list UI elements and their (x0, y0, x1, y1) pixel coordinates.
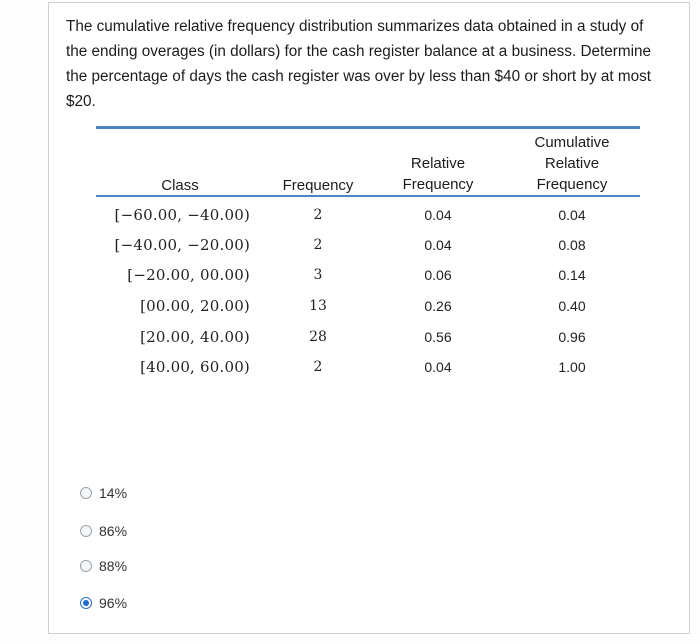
relative-frequency-cell: 0.56 (424, 329, 452, 345)
cumulative-frequency-cell: 0.08 (558, 237, 586, 253)
table-top-rule (96, 126, 640, 129)
frequency-cell: 28 (309, 329, 327, 345)
table-row (0, 260, 700, 290)
header-relative-line2: Frequency (402, 176, 474, 193)
cumulative-frequency-cell: 0.40 (558, 298, 586, 314)
header-cumulative-line1: Cumulative (534, 134, 610, 151)
option-label: 86% (99, 523, 128, 539)
relative-frequency-cell: 0.04 (424, 207, 452, 223)
frequency-cell: 3 (313, 267, 323, 283)
radio-button-icon[interactable] (80, 487, 92, 499)
cumulative-frequency-cell: 0.14 (558, 267, 586, 283)
relative-frequency-cell: 0.26 (424, 298, 452, 314)
frequency-cell: 13 (309, 298, 327, 314)
header-relative-line1: Relative (410, 155, 466, 172)
option-label: 88% (99, 558, 128, 574)
frequency-cell: 2 (313, 359, 323, 375)
option-label: 96% (99, 595, 128, 611)
table-row (0, 200, 700, 230)
table-row (0, 291, 700, 321)
cumulative-frequency-cell: 0.96 (558, 329, 586, 345)
relative-frequency-cell: 0.04 (424, 237, 452, 253)
header-relative-frequency (386, 153, 490, 195)
option-86-percent[interactable] (80, 520, 127, 542)
relative-frequency-cell: 0.06 (424, 267, 452, 283)
class-cell: [−60.00, −40.00) (114, 206, 250, 224)
class-cell: [−20.00, 00.00) (127, 266, 250, 284)
option-96-percent[interactable] (80, 592, 127, 614)
class-cell: [00.00, 20.00) (140, 297, 250, 315)
header-cumulative-relative-frequency (520, 132, 624, 195)
header-cumulative-line3: Frequency (536, 176, 608, 193)
option-14-percent[interactable] (80, 482, 127, 504)
table-header-rule (96, 195, 640, 197)
header-class (120, 175, 240, 196)
relative-frequency-cell: 0.04 (424, 359, 452, 375)
radio-button-icon[interactable] (80, 525, 92, 537)
header-cumulative-line2: Relative (544, 155, 600, 172)
table-row (0, 322, 700, 352)
header-class-label: Class (161, 177, 199, 194)
cumulative-frequency-cell: 1.00 (558, 359, 586, 375)
frequency-cell: 2 (313, 237, 323, 253)
class-cell: [−40.00, −20.00) (114, 236, 250, 254)
radio-button-selected-icon[interactable] (80, 597, 92, 609)
table-row (0, 352, 700, 382)
option-88-percent[interactable] (80, 555, 127, 577)
option-label: 14% (99, 485, 128, 501)
question-text-block (66, 14, 666, 114)
class-cell: [40.00, 60.00) (140, 358, 250, 376)
header-frequency (272, 175, 364, 196)
radio-button-icon[interactable] (80, 560, 92, 572)
cumulative-frequency-cell: 0.04 (558, 207, 586, 223)
class-cell: [20.00, 40.00) (140, 328, 250, 346)
header-frequency-label: Frequency (282, 177, 354, 194)
question-text: The cumulative relative frequency distribution summarizes data obtained in a study of the ending overages (in dollars) for the cash register balance at a business. Determine the percentage of days the cash register was over by less than $40 or short by at most $20. (66, 18, 652, 110)
table-row (0, 230, 700, 260)
frequency-cell: 2 (313, 207, 323, 223)
